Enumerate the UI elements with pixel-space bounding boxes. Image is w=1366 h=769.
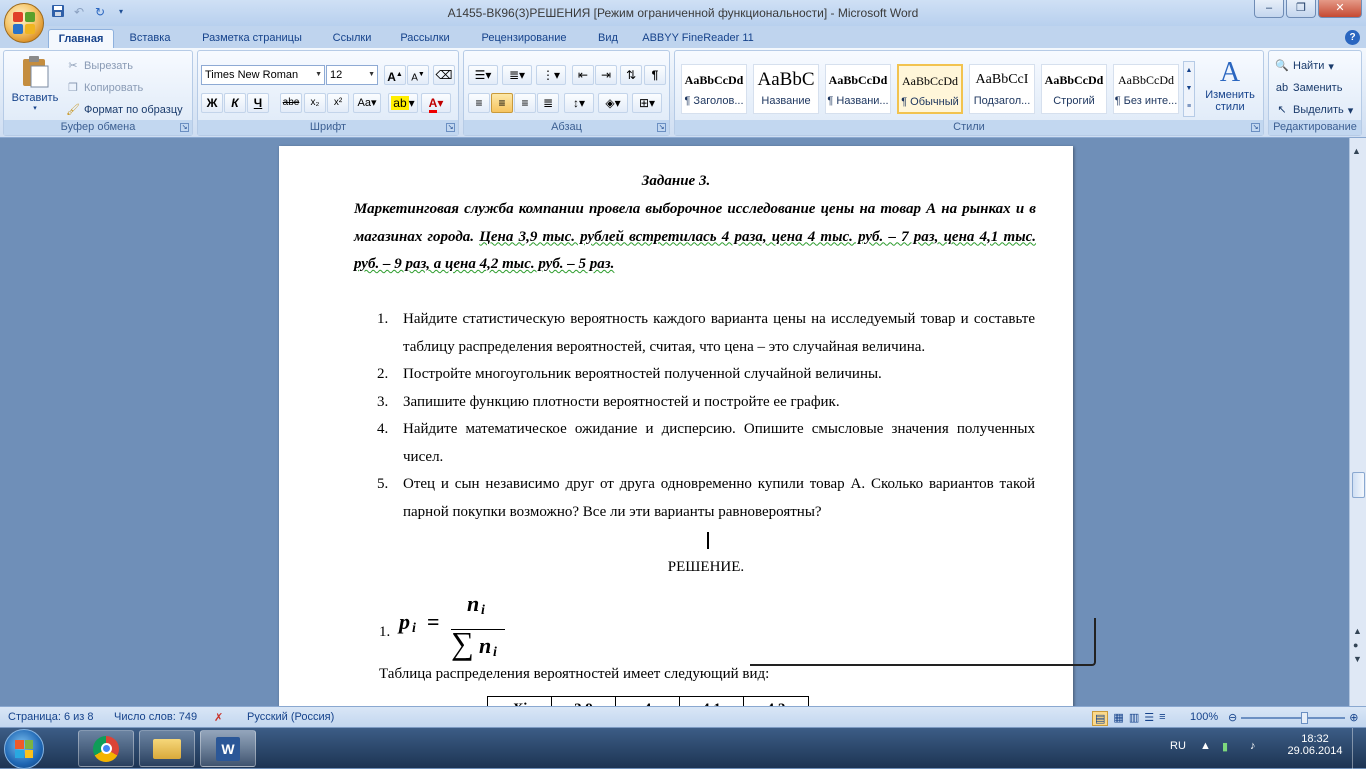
style-name: ¶ Обычный	[901, 96, 959, 108]
solution-heading: РЕШЕНИЕ.	[667, 559, 745, 575]
align-right-icon[interactable]: ≡	[514, 93, 536, 113]
style-preview: AaBbCcDd	[902, 74, 958, 88]
text-cursor	[707, 532, 709, 549]
sort-icon[interactable]: ⇅	[620, 65, 642, 85]
borders-icon[interactable]: ⊞▾	[632, 93, 662, 113]
windows-logo-icon	[15, 740, 33, 758]
web-layout-icon[interactable]: ▥	[1128, 712, 1140, 724]
style-preview: AaBbC	[757, 69, 815, 90]
replace-icon: ab	[1275, 82, 1289, 94]
style-heading[interactable]	[681, 64, 747, 114]
italic-button[interactable]: К	[224, 93, 246, 113]
browse-object-icons[interactable]: ▲ ● ▼	[1353, 626, 1362, 664]
copy-icon: ❐	[68, 82, 78, 94]
office-logo-icon	[13, 12, 35, 34]
clipboard-icon	[19, 55, 51, 89]
align-center-icon[interactable]: ≡	[491, 93, 513, 113]
list-item: 5. Отец и сын независимо друг от друга одновременно купили товар А. Сколько вариантов такой парной покупки возможно? Все ли эти варианты равновероятны?	[377, 476, 1035, 520]
tab-view[interactable]: Вид	[598, 32, 618, 44]
shading-icon[interactable]: ◈▾	[598, 93, 628, 113]
print-layout-icon[interactable]: ▤	[1092, 711, 1108, 726]
table-caption: Таблица распределения вероятностей имеет следующий вид:	[379, 666, 770, 682]
format-painter-label: Формат по образцу	[84, 104, 183, 116]
help-icon[interactable]: ?	[1345, 30, 1360, 45]
list-item-text: Запишите функцию плотности вероятностей и постройте ее график.	[403, 393, 840, 410]
style-preview: AaBbCcDd	[828, 73, 888, 87]
style-preview: AaBbCcDd	[1044, 73, 1104, 87]
word-taskbar-button[interactable]	[200, 730, 256, 767]
shrink-font-button[interactable]: A▼	[407, 65, 429, 85]
task-list	[377, 306, 1035, 526]
decrease-indent-icon[interactable]: ⇤	[572, 65, 594, 85]
network-icon[interactable]: ▮	[1222, 741, 1229, 753]
folder-icon	[153, 739, 181, 759]
cut-button[interactable]	[66, 59, 133, 73]
zoom-in-icon[interactable]: ⊕	[1349, 712, 1359, 724]
list-item-text: Постройте многоугольник вероятностей полученной случайной величины.	[403, 366, 882, 382]
window-controls	[1254, 0, 1362, 18]
zoom-out-icon[interactable]: ⊖	[1228, 712, 1238, 724]
paragraph-launcher-icon[interactable]: ↘	[658, 124, 665, 131]
zoom-thumb[interactable]	[1301, 712, 1308, 724]
clock[interactable]	[1280, 733, 1350, 757]
format-painter-button[interactable]	[66, 103, 183, 117]
full-screen-icon[interactable]: ▦	[1113, 712, 1124, 724]
find-button[interactable]: 🔍 Найти ▾	[1275, 60, 1334, 73]
clock-time: 18:32	[1301, 733, 1329, 745]
numbering-icon[interactable]: ≣▾	[502, 65, 532, 85]
change-styles-label: Изменить стили	[1205, 89, 1255, 113]
font-name-dropdown-icon: ▼	[315, 71, 322, 78]
window-title: А1455-ВК96(3)РЕШЕНИЯ [Режим ограниченной функциональности] - Microsoft Word	[447, 6, 919, 20]
show-desktop-button[interactable]	[1352, 728, 1366, 769]
highlighter-icon: ab	[393, 96, 407, 110]
redo-icon[interactable]: ↻	[94, 5, 106, 19]
zoom-track	[1241, 717, 1345, 719]
style-title[interactable]	[753, 64, 819, 114]
tab-mailings[interactable]: Рассылки	[400, 32, 450, 44]
chrome-taskbar-button[interactable]	[78, 730, 134, 767]
task-title: Задание 3.	[641, 173, 711, 189]
ruler-toggle-icon[interactable]: ▲	[1352, 146, 1361, 156]
font-name-combo[interactable]	[201, 65, 325, 85]
clear-format-icon[interactable]: ⌫	[433, 65, 455, 85]
styles-group-label: Стили	[675, 120, 1263, 135]
binoculars-icon: 🔍	[1275, 60, 1289, 72]
replace-label: Заменить	[1293, 82, 1343, 94]
tab-abbyy[interactable]: ABBYY FineReader 11	[642, 32, 754, 44]
list-item: 1. Найдите статистическую вероятность каждого варианта цены на исследуемый товар и составьте таблицу распределения вероятностей, считая, что цена – это случайная величина.	[377, 311, 1035, 355]
font-name-value: Times New Roman	[205, 69, 299, 81]
tab-references[interactable]: Ссылки	[332, 32, 372, 44]
brush-icon: 🖌	[66, 104, 80, 116]
ribbon	[0, 48, 1366, 138]
probability-formula	[399, 591, 519, 661]
list-item-text: Отец и сын независимо друг от друга одновременно купили товар А. Сколько вариантов такой парной покупки возможно? Все ли эти варианты равновероятны?	[403, 476, 1035, 520]
style-strong[interactable]	[1041, 64, 1107, 114]
view-buttons	[1092, 711, 1166, 726]
list-item: 2. Постройте многоугольник вероятностей полученной случайной величины.	[377, 366, 882, 382]
formula-denominator-sub: i	[493, 645, 497, 660]
style-name: Строгий	[1053, 95, 1095, 107]
change-styles-icon: A	[1219, 57, 1241, 88]
strikethrough-button[interactable]: abe	[280, 93, 302, 113]
subscript-button[interactable]: x₂	[304, 93, 326, 113]
bullets-icon[interactable]: ☰▾	[468, 65, 498, 85]
spellcheck-icon[interactable]: ✗	[214, 712, 224, 724]
paragraph-group-label: Абзац	[464, 120, 669, 135]
page-indicator[interactable]: Страница: 6 из 8	[8, 711, 94, 723]
close-button[interactable]: ✕	[1318, 0, 1362, 18]
font-launcher-icon[interactable]: ↘	[447, 124, 454, 131]
style-preview: AaBbCcI	[975, 72, 1029, 87]
drawn-bracket-shape	[750, 618, 1096, 666]
outline-icon[interactable]: ☰	[1144, 712, 1155, 724]
task-text-part-1: Маркетинговая служба компании провела выборочное исследование цены на товар А на рынках и в магазинах города.	[354, 201, 1036, 245]
style-subtitle[interactable]	[969, 64, 1035, 114]
tab-insert[interactable]: Вставка	[129, 32, 171, 44]
clipboard-group	[3, 50, 193, 136]
formula-number: 1.	[379, 624, 391, 640]
font-group	[197, 50, 459, 136]
style-name: Название	[761, 95, 811, 107]
replace-button[interactable]	[1275, 81, 1342, 95]
ribbon-tabs	[0, 26, 1366, 48]
explorer-taskbar-button[interactable]	[139, 730, 195, 767]
cursor-icon: ↖	[1277, 104, 1287, 116]
clock-date: 29.06.2014	[1287, 745, 1343, 757]
vertical-scrollbar[interactable]	[1349, 138, 1366, 706]
tab-review[interactable]: Рецензирование	[481, 32, 567, 44]
paste-dropdown-icon: ▾	[33, 105, 37, 112]
bold-button[interactable]: Ж	[201, 93, 223, 113]
qat-customize-icon[interactable]: ▾	[118, 7, 123, 16]
font-size-dropdown-icon: ▼	[368, 71, 375, 78]
list-item-text: Найдите статистическую вероятность каждого варианта цены на исследуемый товар и составьте таблицу распределения вероятностей, считая, что цена – это случайная величина.	[403, 311, 1035, 355]
cut-label: Вырезать	[84, 60, 133, 72]
zoom-level[interactable]: 100%	[1190, 711, 1219, 723]
find-label: Найти	[1293, 60, 1325, 72]
style-no-spacing[interactable]	[1113, 64, 1179, 114]
document-area	[0, 138, 1366, 706]
shrink-font-label: A	[411, 72, 418, 84]
tab-page-layout[interactable]: Разметка страницы	[202, 32, 302, 44]
formula-lhs: p	[399, 609, 410, 634]
formula-denominator: n	[479, 633, 492, 658]
change-case-button[interactable]: Aa▾	[353, 93, 381, 113]
style-preview: AaBbCcDd	[684, 73, 744, 87]
line-spacing-icon[interactable]: ↕▾	[564, 93, 594, 113]
multilevel-list-icon[interactable]: ⋮▾	[536, 65, 566, 85]
paste-label: Вставить	[11, 92, 59, 104]
formula-numerator-sub: i	[481, 603, 485, 618]
zoom-slider[interactable]	[1228, 711, 1358, 724]
style-name: ¶ Заголов...	[684, 95, 744, 107]
list-item: 3. Запишите функцию плотности вероятностей и постройте ее график.	[377, 393, 840, 410]
language-indicator[interactable]: Русский (Россия)	[247, 711, 335, 723]
grow-font-label: A	[387, 70, 396, 84]
styles-scroll[interactable]: ▲ ▼ ≡	[1183, 61, 1195, 117]
change-case-label: Aa	[357, 97, 371, 109]
font-size-combo[interactable]	[326, 65, 378, 85]
editing-group	[1268, 50, 1362, 136]
justify-icon[interactable]: ≣	[537, 93, 559, 113]
minimize-button[interactable]: –	[1254, 0, 1284, 18]
style-preview: AaBbCcDd	[1118, 73, 1174, 87]
list-item-text: Найдите математическое ожидание и дисперсию. Опишите смысловые значения полученных чисел.	[403, 421, 1035, 465]
word-icon: W	[216, 737, 240, 761]
draft-icon[interactable]: ≡	[1159, 711, 1166, 723]
font-size-value: 12	[330, 69, 343, 81]
font-color-icon: A	[429, 96, 438, 113]
paste-button[interactable]	[8, 55, 62, 119]
task-text-part-2: Цена 3,9 тыс. рублей встретилась 4 раза, цена 4 тыс. руб. – 7 раз, цена 4,1 тыс. руб. – 9 раз, а цена 4,2 тыс. руб. – 5 раз.	[354, 228, 1037, 272]
align-left-icon[interactable]: ≡	[468, 93, 490, 113]
scissors-icon: ✂	[68, 60, 78, 72]
superscript-button[interactable]: x²	[327, 93, 349, 113]
style-name: ¶ Без инте...	[1114, 95, 1178, 107]
copy-label: Копировать	[84, 82, 144, 94]
highlight-button[interactable]: ab ▾	[388, 93, 418, 113]
styles-launcher-icon[interactable]: ↘	[1252, 124, 1259, 131]
style-caption[interactable]	[825, 64, 891, 114]
show-hidden-icons[interactable]: ▲	[1200, 740, 1211, 752]
taskbar	[0, 727, 1366, 768]
grow-font-button[interactable]: A▲	[384, 65, 406, 85]
editing-group-label: Редактирование	[1269, 120, 1361, 135]
status-bar	[0, 706, 1366, 727]
underline-button[interactable]: Ч	[247, 93, 269, 113]
list-item: 4. Найдите математическое ожидание и дисперсию. Опишите смысловые значения полученных чисел.	[377, 421, 1035, 465]
chrome-icon	[93, 736, 119, 762]
change-styles-button[interactable]	[1199, 57, 1261, 113]
title-bar	[0, 0, 1366, 26]
select-button[interactable]: ↖ Выделить ▾	[1275, 103, 1353, 117]
office-button[interactable]	[4, 3, 44, 43]
increase-indent-icon[interactable]: ⇥	[595, 65, 617, 85]
style-name: ¶ Названи...	[827, 95, 889, 107]
scroll-thumb[interactable]	[1352, 472, 1365, 498]
undo-icon[interactable]: ↶	[73, 5, 85, 19]
select-label: Выделить	[1293, 104, 1344, 116]
style-name: Подзагол...	[973, 95, 1031, 107]
paragraph-group	[463, 50, 670, 136]
tab-home[interactable]: Главная	[48, 29, 114, 48]
keyboard-language[interactable]: RU	[1170, 740, 1186, 752]
style-normal[interactable]	[897, 64, 963, 114]
copy-button[interactable]	[66, 81, 143, 95]
formula-numerator: n	[467, 591, 480, 616]
start-button[interactable]	[4, 729, 44, 769]
formula-eq: =	[427, 609, 440, 634]
formula-lhs-sub: i	[412, 621, 416, 636]
font-group-label: Шрифт	[198, 120, 458, 135]
font-color-button[interactable]: A▾	[421, 93, 451, 113]
clipboard-launcher-icon[interactable]: ↘	[181, 124, 188, 131]
clipboard-group-label: Буфер обмена	[4, 120, 192, 135]
styles-group	[674, 50, 1264, 136]
task-text	[354, 196, 1036, 279]
formula-sigma: ∑	[451, 625, 474, 661]
maximize-button[interactable]: ❐	[1286, 0, 1316, 18]
show-marks-icon[interactable]: ¶	[644, 65, 666, 85]
volume-icon[interactable]: ♪	[1250, 740, 1256, 752]
word-count[interactable]: Число слов: 749	[114, 711, 198, 723]
